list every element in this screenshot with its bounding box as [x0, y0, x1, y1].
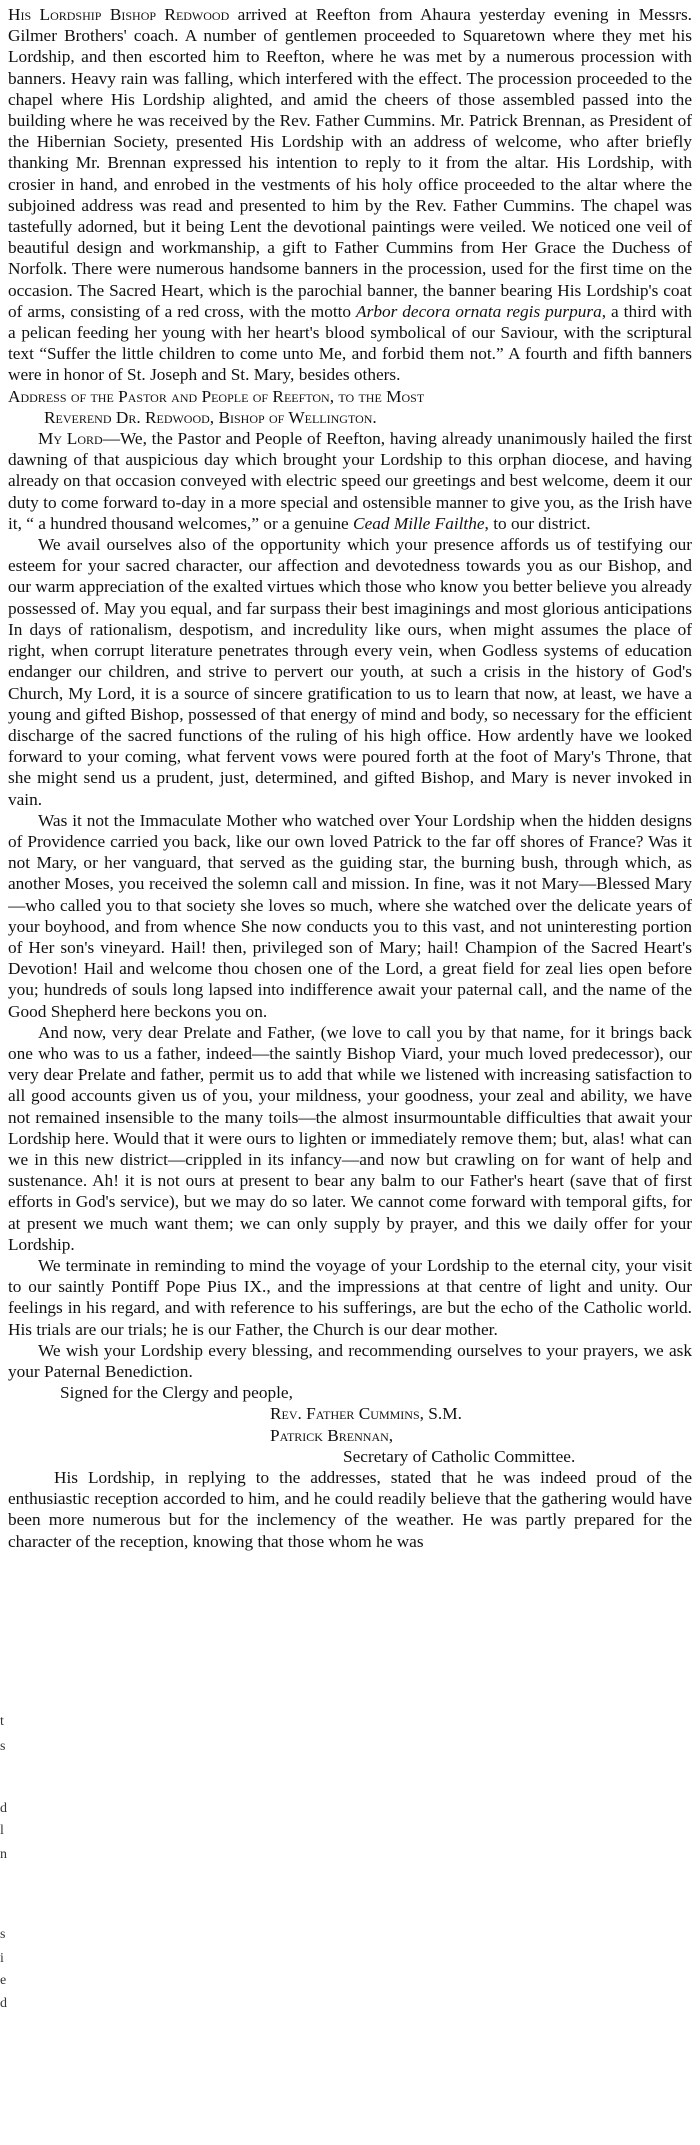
address-paragraph-2: We avail ourselves also of the opportunity which your presence affords us of testifying our esteem for your sacred character, our affection and devotedness towards you as our Bishop, and our warm appreciation of the exalted virtues which those who know you better believe you already possessed of. May you equal, and far surpass their best imaginings and most glorious anticipations In days of rationalism, despotism, and incredulity like ours, when might assumes the place of right, when corrupt literature penetrates through every vein, when Godless systems of education endanger our children, and strive to pervert our youth, at such a crisis in the history of God's Church, My Lord, it is a source of sincere gratification to us to learn that now, at least, we have a young and gifted Bishop, possessed of that energy of mind and body, so necessary for the efficient discharge of the sacred functions of the ruling of his high office. How ardently have we looked forward to your coming, what fervent vows were poured forth at the foot of Mary's Throne, that she might send us a prudent, just, determined, and gifted Bishop, and Mary is never invoked in vain. [8, 535, 692, 809]
signature-name-1: Rev. Father Cummins, S.M. [270, 1404, 462, 1424]
salutation: My Lord [38, 429, 103, 449]
address-paragraph-5: We terminate in reminding to mind the voyage of your Lordship to the eternal city, your visit to our saintly Pontiff Pope Pius IX., and the impressions at that centre of light and unity. Our feelings in his regard, and with reference to his sufferings, are but the echo of the Catholic world. His trials are our trials; he is our Father, the Church is our dear mother. [8, 1255, 692, 1339]
address-paragraph-6: We wish your Lordship every blessing, and recommending ourselves to your prayers, we ask your Paternal Benediction. [8, 1340, 692, 1381]
margin-fragment-g: i [0, 1951, 4, 1966]
opening-text: arrived at Reefton from Ahaura yesterday evening in Messrs. Gilmer Brothers' coach. A number of gentlemen proceeded to Squaretown where they met his Lordship, and then escorted him to Reefton, where he was met by a numerous procession with banners. Heavy rain was falling, which interfered with the effect. The procession proceeded to the chapel where His Lordship alighted, and amid the cheers of those assembled passed into the building where he was received by the Rev. Father Cummins. Mr. Patrick Brennan, as President of the Hibernian Society, presented His Lordship with an address of welcome, who after briefly thanking Mr. Brennan expressed his intention to reply to it from the altar. His Lordship, with crosier in hand, and enrobed in the vestments of his holy office proceeded to the altar where the subjoined address was read and presented to him by the Rev. Father Cummins. The chapel was tastefully adorned, but it being Lent the devotional paintings were veiled. We noticed one veil of beautiful design and workmanship, a gift to Father Cummins from Her Grace the Duchess of Norfolk. There were numerous handsome banners in the procession, used for the first time on the occasion. The Sacred Heart, which is the parochial banner, the banner bearing His Lordship's coat of arms, consisting of a red cross, with the motto [8, 5, 692, 321]
address-paragraph-4: And now, very dear Prelate and Father, (we love to call you by that name, for it brings back one who was to us a father, indeed—the saintly Bishop Viard, your much loved predecessor), our very dear Prelate and father, permit us to add that while we listened with increasing satisfaction to all good accounts given us of you, your mildness, your goodness, your zeal and ability, we have not remained insensible to the many toils—the almost insurmountable difficulties that await your Lordship here. Would that it were ours to lighten or immediately remove them; but, alas! what can we in this new district—crippled in its infancy—and now but crawling on for want of help and sustenance. Ah! it is not ours at present to bear any balm to our Father's heart (save that of first efforts in God's service), but we may do so later. We cannot come forward with temporal gifts, for at present we much want them; we can only supply by prayer, and this we daily offer for your Lordship. [8, 1022, 692, 1254]
margin-fragment-d: l [0, 1823, 4, 1838]
address-heading [8, 386, 692, 428]
signature-intro: Signed for the Clergy and people, [60, 1383, 293, 1403]
margin-fragment-a: t [0, 1714, 4, 1729]
margin-fragment-e: n [0, 1847, 7, 1862]
address-heading-line1: Address of the Pastor and People of Reefton, to the Most [8, 386, 425, 406]
motto-text: Arbor decora ornata regis purpura [356, 301, 602, 321]
margin-fragment-i: d [0, 1996, 7, 2011]
signature-block [8, 1382, 692, 1467]
address-paragraph-3: Was it not the Immaculate Mother who watched over Your Lordship when the hidden designs of Providence carried you back, like our own loved Patrick to the far off shores of France? Was it not Mary, or her vanguard, that served as the guiding star, the burning bush, through which, as another Moses, you received the solemn call and mission. In fine, was it not Mary—Blessed Mary—who called you to that society she loves so much, where she watched over the delicate years of your boyhood, and from whence She now conducts you to this vast, and not uninteresting portion of Her son's vineyard. Hail! then, privileged son of Mary; hail! Champion of the Sacred Heart's Devotion! Hail and welcome thou chosen one of the Lord, a great field for zeal lies open before you; hundreds of souls long lapsed into indifference await your paternal call, and the name of the Good Shepherd here beckons you on. [8, 810, 692, 1021]
address-p1-text: —We, the Pastor and People of Reefton, having already unanimously hailed the first dawning of that auspicious day which brought your Lordship to this orphan diocese, and having already on that occasion conveyed with electric speed our greetings and best welcome, deem it our duty to come forward to-day in a more special and ostensible manner to give you, as the Irish have it, “ a hundred thousand welcomes,” or a genuine [8, 429, 692, 533]
article-column [8, 4, 692, 2145]
margin-fragment-b: s [0, 1739, 6, 1754]
margin-fragment-f: s [0, 1927, 6, 1942]
address-heading-line2: Reverend Dr. Redwood, Bishop of Wellington. [44, 407, 377, 427]
margin-fragment-c: d [0, 1801, 7, 1816]
opening-paragraph [8, 4, 692, 386]
opening-text-after: , a third with a pelican feeding her young with her heart's blood symbolical of our Saviour, with the scriptural text “Suffer the little children to come unto Me, and forbid them not.” A fourth and fifth banners were in honor of St. Joseph and St. Mary, besides others. [8, 301, 692, 385]
signature-name-2: Patrick Brennan, [270, 1425, 394, 1445]
address-paragraph-1 [8, 428, 692, 534]
signature-role: Secretary of Catholic Committee. [343, 1446, 576, 1466]
opening-lead: His Lordship Bishop Redwood [8, 5, 230, 24]
irish-phrase: Cead Mille Failthe [353, 513, 485, 533]
reply-paragraph: His Lordship, in replying to the addresses, stated that he was indeed proud of the enthusiastic reception accorded to him, and he could readily believe that the gathering would have been more numerous but for the inclemency of the weather. He was partly prepared for the character of the reception, knowing that those whom he was [8, 1468, 692, 1551]
margin-fragment-h: e [0, 1973, 7, 1988]
address-p1-end: , to our district. [484, 513, 591, 533]
